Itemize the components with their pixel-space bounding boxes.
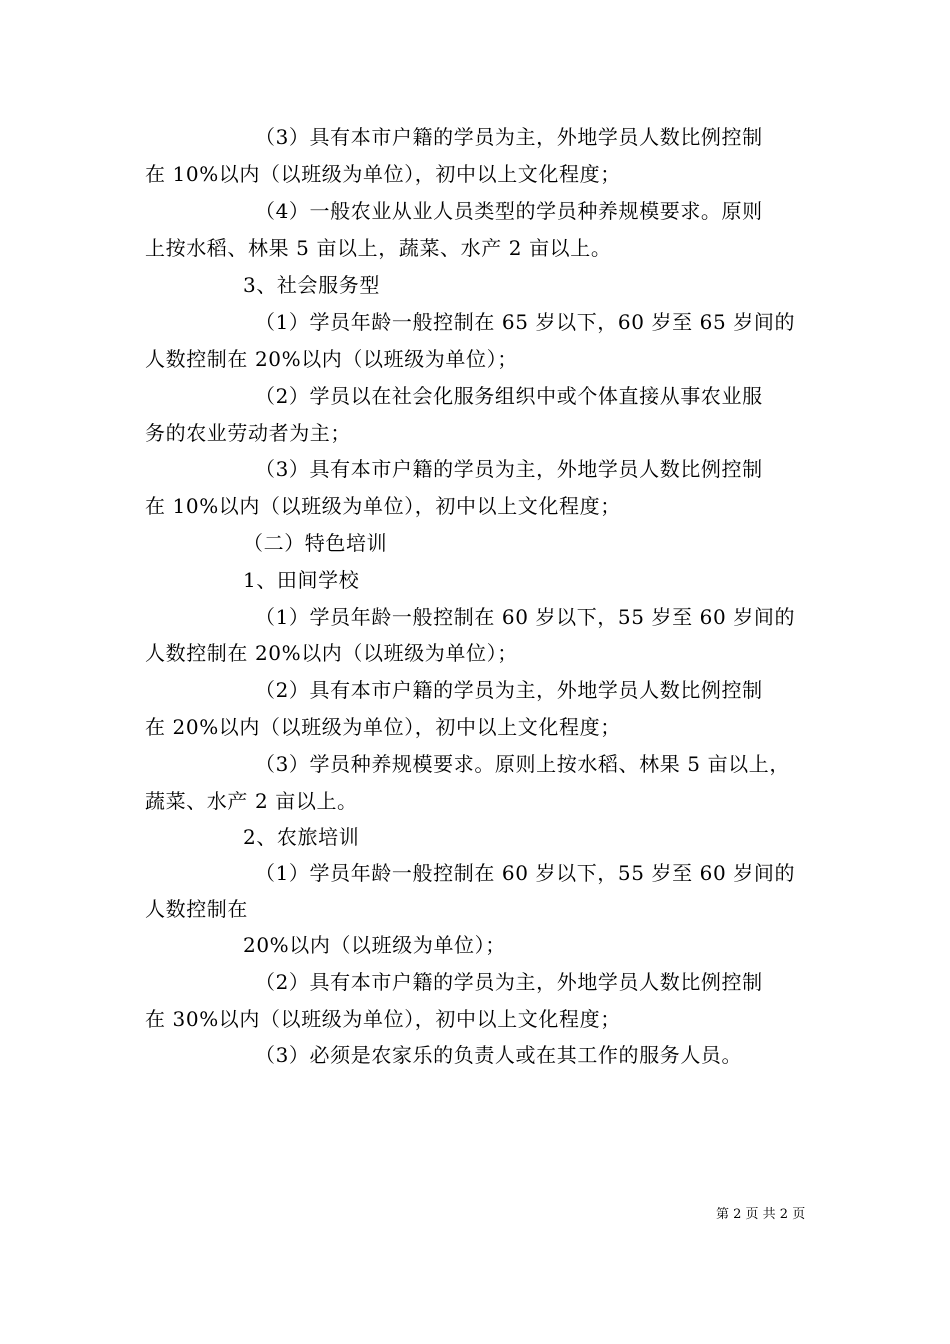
text-line: （2）学员以在社会化服务组织中或个体直接从事农业服 xyxy=(255,384,763,408)
text-line: （3）具有本市户籍的学员为主，外地学员人数比例控制 xyxy=(255,125,763,149)
text-line: （2）具有本市户籍的学员为主，外地学员人数比例控制 xyxy=(255,678,763,702)
section-heading: 1、田间学校 xyxy=(243,568,360,592)
text-line: 人数控制在 20%以内（以班级为单位）； xyxy=(145,641,518,665)
text-line: 在 30%以内（以班级为单位），初中以上文化程度； xyxy=(145,1007,621,1031)
text-line: （4）一般农业从业人员类型的学员种养规模要求。原则 xyxy=(255,199,763,223)
text-line: 在 10%以内（以班级为单位），初中以上文化程度； xyxy=(145,162,621,186)
text-line: （1）学员年龄一般控制在 65 岁以下，60 岁至 65 岁间的 xyxy=(255,310,796,334)
page-number: 第 2 页 共 2 页 xyxy=(716,1207,806,1222)
text-line: （1）学员年龄一般控制在 60 岁以下，55 岁至 60 岁间的 xyxy=(255,861,796,885)
text-line: （2）具有本市户籍的学员为主，外地学员人数比例控制 xyxy=(255,970,763,994)
text-line: 在 10%以内（以班级为单位），初中以上文化程度； xyxy=(145,494,621,518)
text-line: 人数控制在 20%以内（以班级为单位）； xyxy=(145,347,518,371)
text-line: （3）必须是农家乐的负责人或在其工作的服务人员。 xyxy=(255,1043,743,1067)
text-line: 务的农业劳动者为主； xyxy=(145,421,351,445)
text-line: 人数控制在 xyxy=(145,897,248,921)
section-heading: 3、社会服务型 xyxy=(243,273,380,297)
text-line: 上按水稻、林果 5 亩以上，蔬菜、水产 2 亩以上。 xyxy=(145,236,612,260)
text-line: 在 20%以内（以班级为单位），初中以上文化程度； xyxy=(145,715,621,739)
text-line: （3）具有本市户籍的学员为主，外地学员人数比例控制 xyxy=(255,457,763,481)
section-heading: （二）特色培训 xyxy=(243,531,388,555)
text-line: （3）学员种养规模要求。原则上按水稻、林果 5 亩以上， xyxy=(255,752,790,776)
text-line: 20%以内（以班级为单位）； xyxy=(243,933,506,957)
section-heading: 2、农旅培训 xyxy=(243,825,360,849)
text-line: 蔬菜、水产 2 亩以上。 xyxy=(145,789,358,813)
text-line: （1）学员年龄一般控制在 60 岁以下，55 岁至 60 岁间的 xyxy=(255,605,796,629)
